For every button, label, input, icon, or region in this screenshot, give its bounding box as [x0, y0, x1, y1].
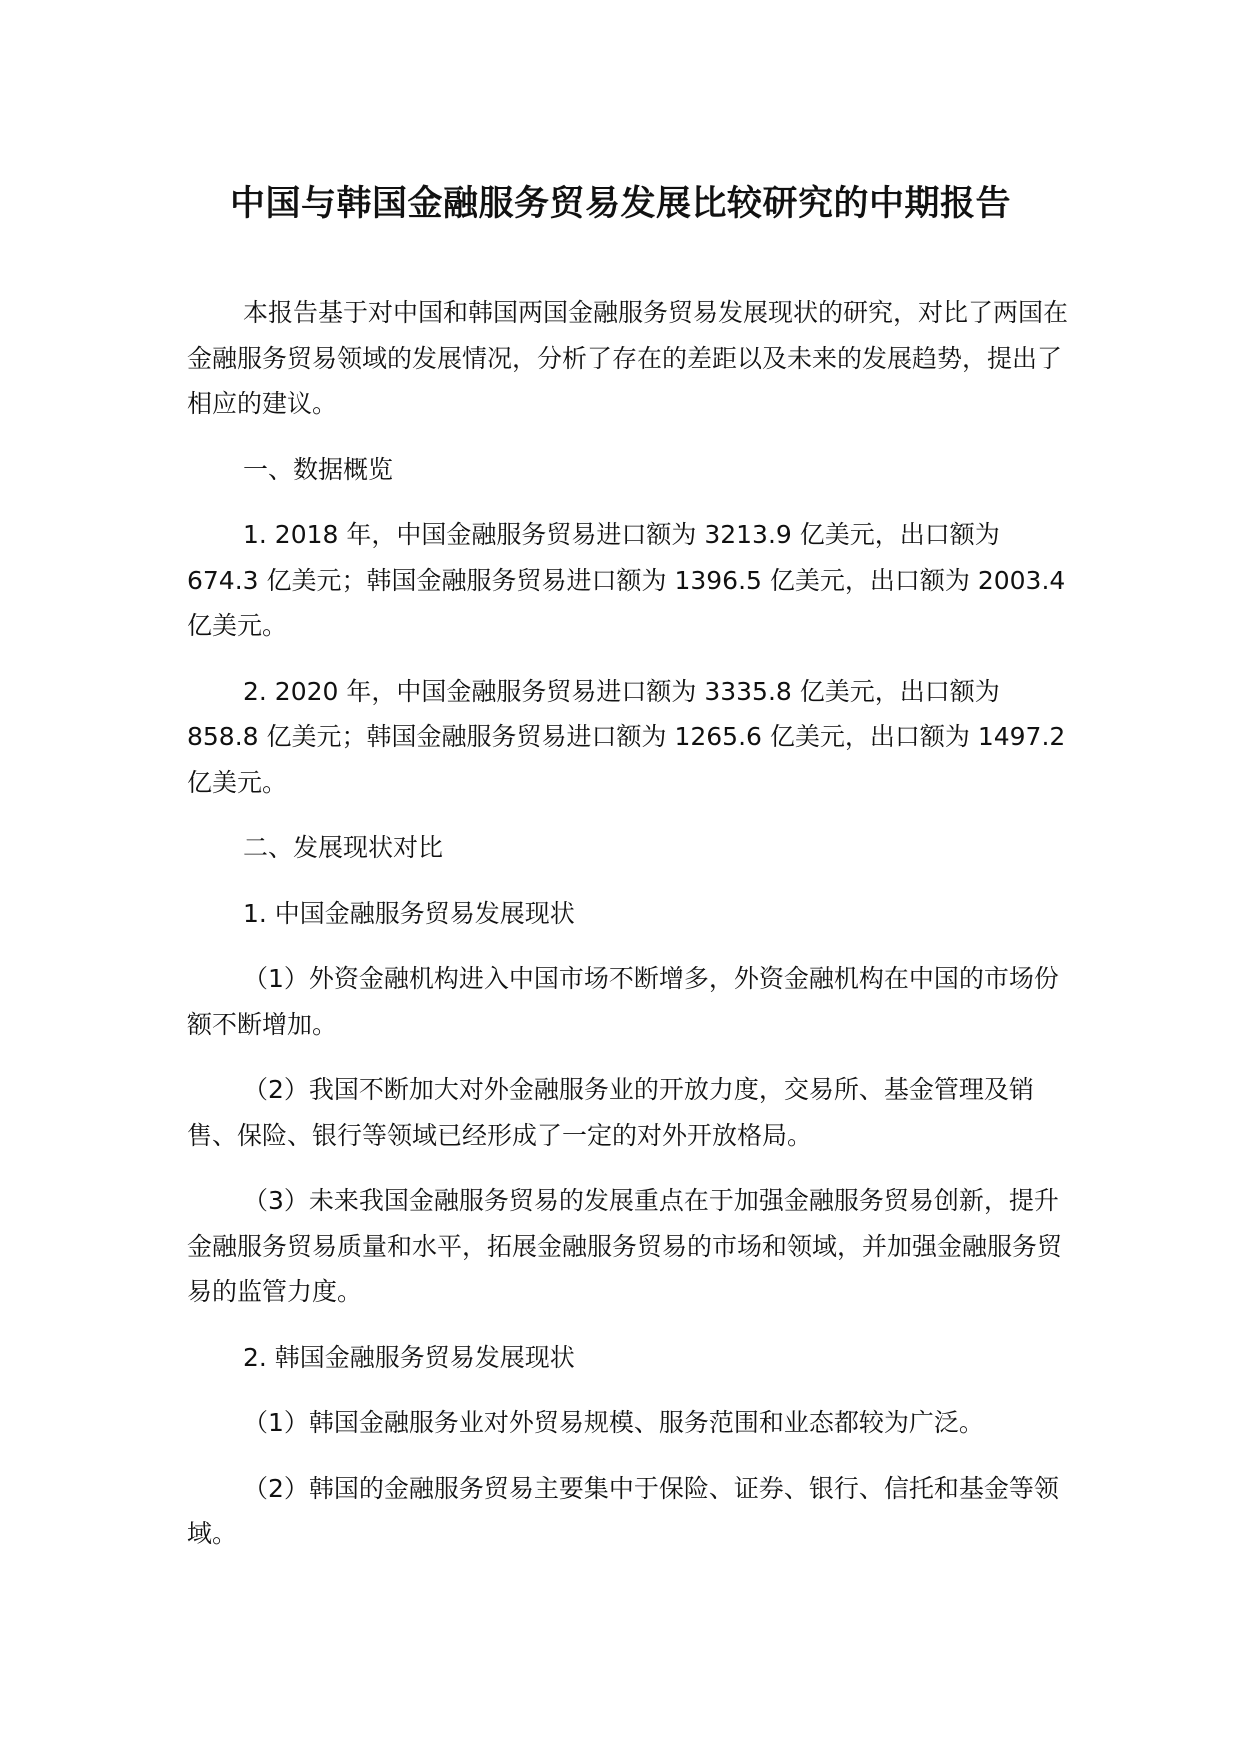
subheading-korea-status: 2. 韩国金融服务贸易发展现状: [243, 1342, 575, 1372]
intro-paragraph: 本报告基于对中国和韩国两国金融服务贸易发展现状的研究，对比了两国在金融服务贸易领域的发展情况，分析了存在的差距以及未来的发展趋势，提出了相应的建议。: [187, 298, 1069, 418]
data-item-2018: 1. 2018 年，中国金融服务贸易进口额为 3213.9 亿美元，出口额为 674.3 亿美元；韩国金融服务贸易进口额为 1396.5 亿美元，出口额为 2003.4 亿美元。: [187, 520, 1066, 640]
document-body: [187, 290, 1077, 1577]
section-heading-comparison: 二、发展现状对比: [243, 833, 444, 862]
section-heading-data-overview: 一、数据概览: [243, 454, 394, 484]
china-point-3: （3）未来我国金融服务贸易的发展重点在于加强金融服务贸易创新，提升金融服务贸易质量和水平，拓展金融服务贸易的市场和领域，并加强金融服务贸易的监管力度。: [187, 1186, 1063, 1306]
china-point-1: （1）外资金融机构进入中国市场不断增多，外资金融机构在中国的市场份额不断增加。: [187, 964, 1059, 1039]
korea-point-1: （1）韩国金融服务业对外贸易规模、服务范围和业态都较为广泛。: [243, 1408, 984, 1437]
korea-point-2: （2）韩国的金融服务贸易主要集中于保险、证券、银行、信托和基金等领域。: [187, 1473, 1059, 1548]
data-item-2020: 2. 2020 年，中国金融服务贸易进口额为 3335.8 亿美元，出口额为 858.8 亿美元；韩国金融服务贸易进口额为 1265.6 亿美元，出口额为 1497.2 亿美元。: [187, 676, 1066, 797]
subheading-china-status: 1. 中国金融服务贸易发展现状: [243, 898, 575, 928]
china-point-2: （2）我国不断加大对外金融服务业的开放力度，交易所、基金管理及销售、保险、银行等领域已经形成了一定的对外开放格局。: [187, 1075, 1034, 1150]
document-title: 中国与韩国金融服务贸易发展比较研究的中期报告: [229, 184, 1011, 224]
